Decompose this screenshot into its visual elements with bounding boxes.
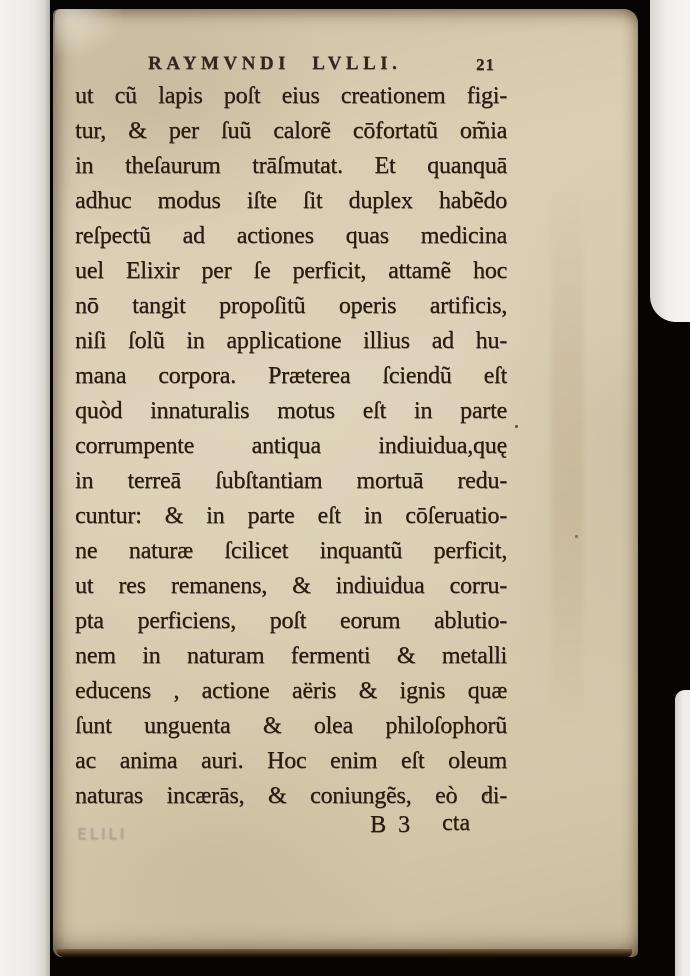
text-line: mana corpora. Præterea ſciendũ eſt: [75, 363, 507, 389]
text-line: adhuc modus iſte ſit duplex habẽdo: [75, 188, 507, 214]
underlying-page-edge-bottom-right: [675, 690, 690, 976]
catchword: cta: [442, 810, 470, 836]
signature-line: [75, 808, 507, 844]
text-line: niſi ſolũ in applicatione illius ad hu-: [75, 328, 507, 354]
text-line: quòd innaturalis motus eſt in parte: [75, 398, 507, 424]
book-page: [53, 9, 638, 957]
running-header: [53, 53, 638, 81]
text-line: ſunt unguenta & olea philoſophorũ: [75, 713, 507, 739]
signature-letter: B: [370, 812, 387, 838]
text-line: ac anima auri. Hoc enim eſt oleum: [75, 748, 507, 774]
text-line: pta perficiens, poſt eorum ablutio-: [75, 608, 507, 634]
text-line: corrumpente antiqua indiuidua,quę: [75, 433, 507, 459]
text-line: ne naturæ ſcilicet inquantũ perficit,: [75, 538, 507, 564]
page-number: 21: [476, 55, 495, 74]
page-bottom-edge: [56, 949, 632, 957]
scanner-edge-left: [0, 0, 50, 976]
text-line: ut cũ lapis poſt eius creationem figi-: [75, 83, 507, 109]
text-line: naturas incærās, & coniungẽs, eò di-: [75, 783, 507, 809]
text-line: uel Elixir per ſe perficit, attamẽ hoc: [75, 258, 507, 284]
text-line: nem in naturam fermenti & metalli: [75, 643, 507, 669]
text-line: in terreā ſubſtantiam mortuā redu-: [75, 468, 507, 494]
text-line: tur, & per ſuũ calorẽ cōfortatũ om̃ia: [75, 118, 507, 144]
underlying-page-edge-top-right: [650, 0, 690, 322]
show-through-mark: ELILI: [77, 825, 128, 843]
text-line: educens , actione aëris & ignis quæ: [75, 678, 507, 704]
text-line: nō tangit propoſitũ operis artificis,: [75, 293, 507, 319]
body-text-block: [75, 79, 507, 814]
text-line: cuntur: & in parte eſt in cōſeruatio-: [75, 503, 507, 529]
paper-stain: [551, 189, 583, 729]
paper-speck: [515, 425, 518, 428]
signature-mark: [370, 808, 410, 843]
text-line: ut res remanens, & indiuidua corru-: [75, 573, 507, 599]
signature-number: 3: [398, 812, 411, 838]
header-title: RAYMVNDI LVLLI.: [148, 53, 402, 74]
page-corner-highlight: [55, 9, 125, 59]
text-line: in theſaurum trāſmutat. Et quanquā: [75, 153, 507, 179]
text-line: reſpectũ ad actiones quas medicina: [75, 223, 507, 249]
